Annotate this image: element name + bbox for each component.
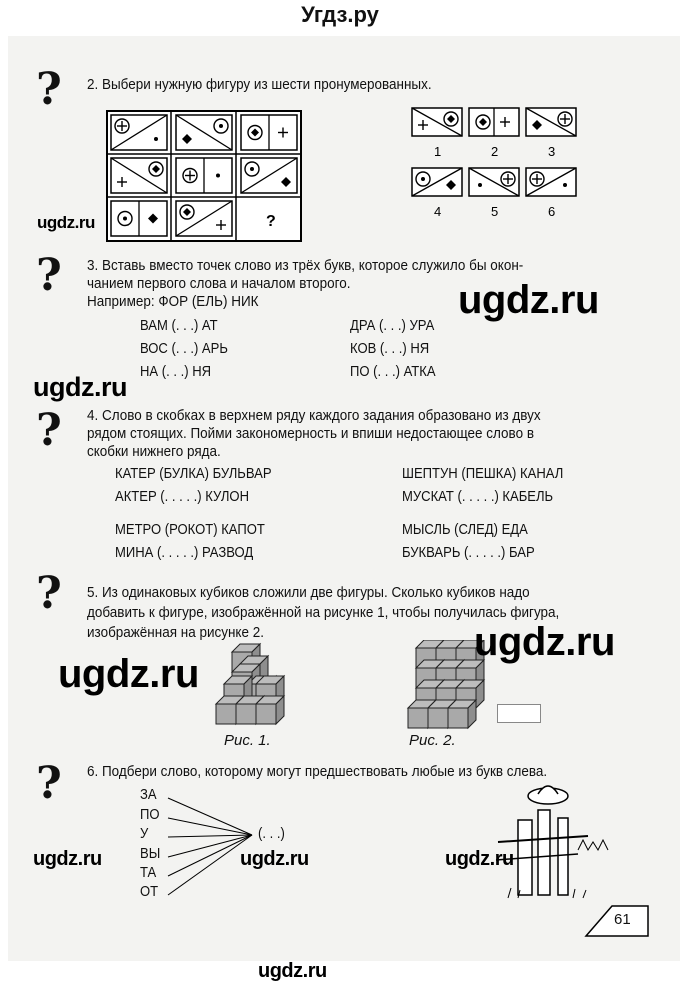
prefix-label: ЗА — [140, 787, 157, 803]
option-number: 5 — [491, 204, 499, 219]
question-mark-pen-icon: ? — [36, 250, 62, 301]
task4-item: МЕТРО (РОКОТ) КАПОТ — [115, 522, 265, 538]
option-figure — [526, 108, 576, 136]
connector-line — [168, 818, 252, 835]
option-figure — [412, 108, 462, 136]
watermark: ugdz.ru — [37, 213, 95, 232]
option-figure — [469, 108, 519, 136]
task5-text-line: изображённая на рисунке 2. — [87, 625, 264, 641]
task4-item: БУКВАРЬ (. . . . .) БАР — [402, 545, 535, 561]
option-number: 4 — [434, 204, 442, 219]
task4-item: МИНА (. . . . .) РАЗВОД — [115, 545, 254, 561]
task4-text-line: скобки нижнего ряда. — [87, 444, 221, 460]
dot-icon — [216, 174, 220, 178]
grid-cell — [241, 158, 297, 193]
connector-lines — [160, 790, 260, 900]
prefix-label: ТА — [140, 865, 157, 881]
circle-plus-icon — [558, 112, 572, 126]
page-number: 61 — [614, 911, 631, 928]
option-figure — [412, 168, 462, 196]
grid-cell — [176, 115, 232, 150]
figure-2-caption: Рис. 2. — [409, 732, 456, 749]
prefix-label: ПО — [140, 807, 160, 823]
grid-cell — [111, 115, 167, 150]
circle-plus-icon — [115, 119, 129, 133]
task3-item: ВОС (. . .) АРЬ — [140, 341, 228, 357]
dot-icon — [563, 183, 567, 187]
dot-icon — [478, 183, 482, 187]
circle-plus-icon — [530, 172, 544, 186]
task4-text-line: рядом стоящих. Пойми закономерность и впиши недостающее слово в — [87, 426, 534, 442]
task3-example: Например: ФОР (ЕЛЬ) НИК — [87, 294, 259, 310]
site-title: Угдз.ру — [301, 2, 379, 27]
option-number: 3 — [548, 144, 556, 159]
option-number: 1 — [434, 144, 442, 159]
task3-item: ПО (. . .) АТКА — [350, 364, 436, 380]
task3-text-line: 3. Вставь вместо точек слово из трёх букв, которое служило бы окон- — [87, 258, 524, 274]
task4-item: МЫСЛЬ (СЛЕД) ЕДА — [402, 522, 528, 538]
task5-text-line: 5. Из одинаковых кубиков сложили две фигуры. Сколько кубиков надо — [87, 585, 530, 601]
option-figure — [469, 168, 519, 196]
task2-text: 2. Выбери нужную фигуру из шести пронумерованных. — [87, 77, 432, 93]
option-number: 6 — [548, 204, 556, 219]
answer-options — [408, 104, 588, 224]
task4-text-line: 4. Слово в скобках в верхнем ряду каждого задания образовано из двух — [87, 408, 541, 424]
watermark: ugdz.ru — [474, 620, 615, 664]
task6-text: 6. Подбери слово, которому могут предшествовать любые из букв слева. — [87, 764, 548, 780]
task5-text-line: добавить к фигуре, изображённой на рисунке 1, чтобы получилась фигура, — [87, 605, 560, 621]
task4-item: МУСКАТ (. . . . .) КАБЕЛЬ — [402, 489, 554, 505]
task4-item: АКТЕР (. . . . .) КУЛОН — [115, 489, 250, 505]
question-mark-icon: ? — [36, 568, 62, 619]
puzzle-grid — [106, 110, 302, 242]
task3-item: ВАМ (. . .) АТ — [140, 318, 218, 334]
grid-cell — [176, 158, 232, 193]
prefix-label: ОТ — [140, 884, 159, 900]
grid-cell — [241, 115, 297, 150]
connector-line — [168, 835, 252, 837]
task3-item: НА (. . .) НЯ — [140, 364, 212, 380]
missing-cell-mark: ? — [266, 213, 276, 230]
dot-icon — [154, 137, 158, 141]
prefix-label: У — [140, 826, 149, 842]
option-number: 2 — [491, 144, 499, 159]
circle-plus-icon — [501, 172, 515, 186]
prefix-label: ВЫ — [140, 846, 161, 862]
watermark: ugdz.ru — [445, 848, 514, 870]
option-figure — [526, 168, 576, 196]
question-mark-pen-icon: ? — [36, 758, 62, 809]
word-blank[interactable]: (. . .) — [258, 826, 285, 842]
answer-box[interactable] — [497, 704, 541, 723]
watermark: ugdz.ru — [58, 652, 199, 696]
task4-item: КАТЕР (БУЛКА) БУЛЬВАР — [115, 466, 272, 482]
connector-line — [168, 798, 252, 835]
cube — [448, 700, 476, 728]
cube — [256, 696, 284, 724]
circle-plus-icon — [183, 169, 197, 183]
watermark: ugdz.ru — [33, 848, 102, 870]
task4-item: ШЕПТУН (ПЕШКА) КАНАЛ — [402, 466, 564, 482]
grid-cell — [111, 201, 167, 236]
watermark: ugdz.ru — [458, 278, 599, 322]
grid-cell — [176, 201, 232, 236]
grid-cell — [111, 158, 167, 193]
watermark: ugdz.ru — [258, 960, 327, 982]
figure-1-caption: Рис. 1. — [224, 732, 271, 749]
question-mark-icon: ? — [36, 64, 62, 115]
watermark: ugdz.ru — [240, 848, 309, 870]
task3-text-line: чанием первого слова и началом второго. — [87, 276, 351, 292]
watermark: ugdz.ru — [33, 372, 127, 402]
fence-hat-illustration — [478, 780, 618, 900]
question-mark-pen-icon: ? — [36, 405, 62, 456]
cube-figures — [200, 640, 500, 730]
task3-item: КОВ (. . .) НЯ — [350, 341, 430, 357]
task3-item: ДРА (. . .) УРА — [350, 318, 435, 334]
